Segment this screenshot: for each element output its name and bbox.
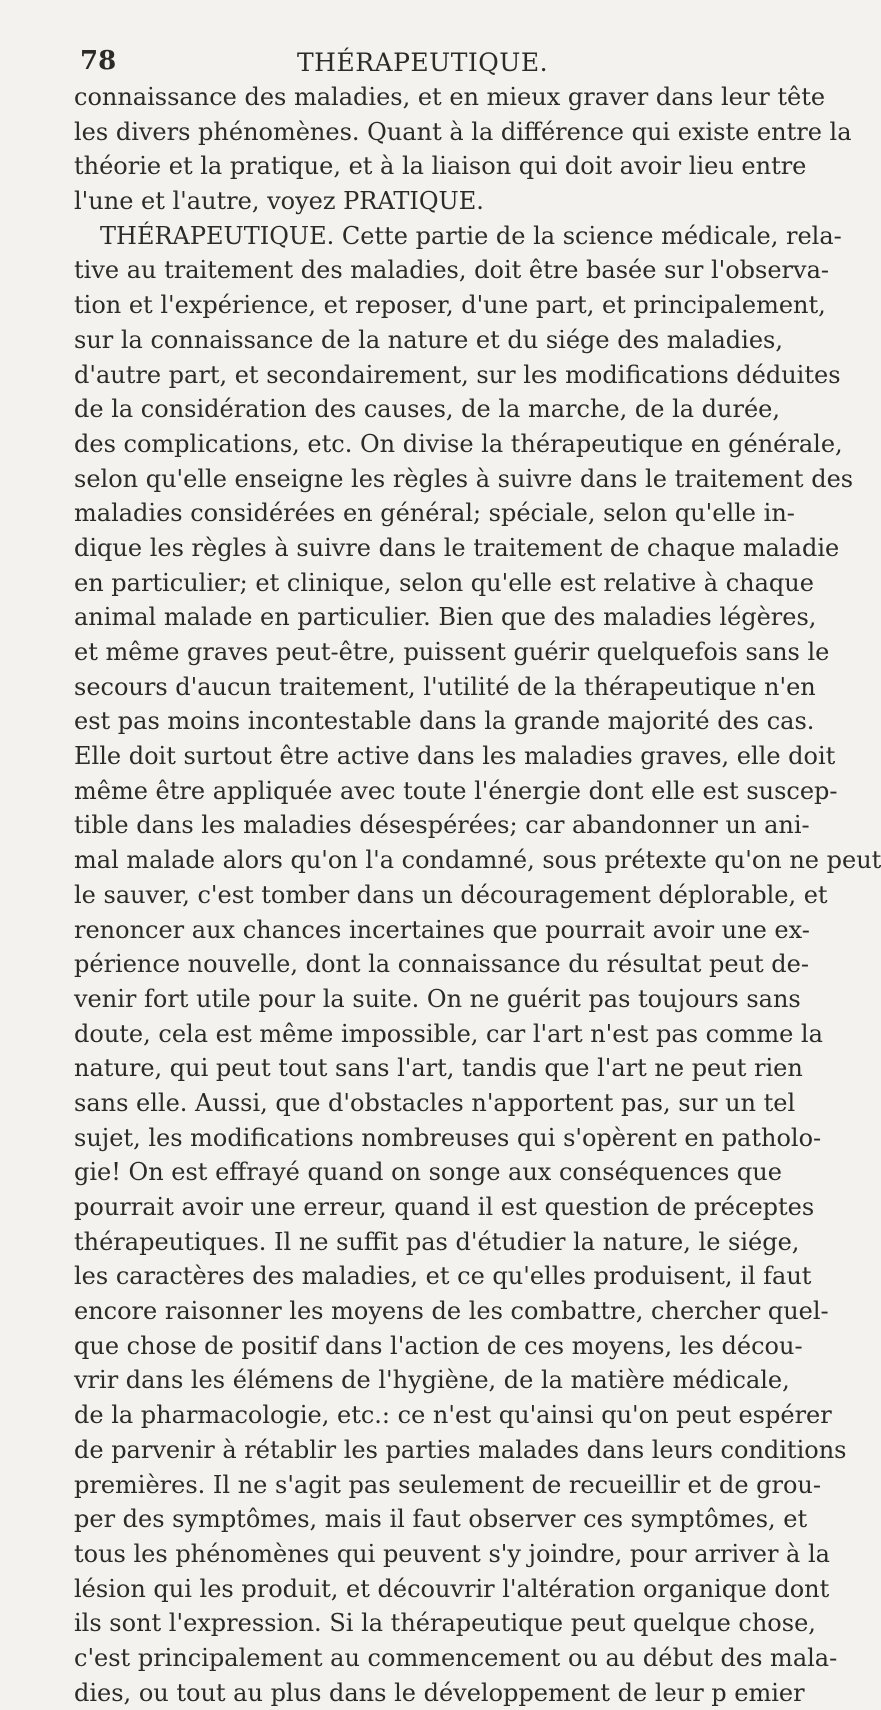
text-line: secours d'aucun traitement, l'utilité de la thérapeutique n'en [74,672,816,701]
text-line: maladies considérées en général; spéciale, selon qu'elle in- [74,499,795,528]
page-number: 78 [80,46,117,76]
text-line: ils sont l'expression. Si la thérapeutique peut quelque chose, [74,1609,816,1638]
text-line: tible dans les maladies désespérées; car abandonner un ani- [74,811,810,840]
text-line: tive au traitement des maladies, doit être basée sur l'observa- [74,256,829,285]
text-line: thérapeutiques. Il ne suffit pas d'étudier la nature, le siége, [74,1227,800,1256]
text-line: d'autre part, et secondairement, sur les modifications déduites [74,360,841,389]
text-line: le sauver, c'est tomber dans un découragement déplorable, et [74,880,828,909]
text-line: tion et l'expérience, et reposer, d'une part, et principalement, [74,291,826,320]
text-line: les caractères des maladies, et ce qu'elles produisent, il faut [74,1262,812,1291]
text-line: et même graves peut-être, puissent guérir quelquefois sans le [74,638,830,666]
text-line: animal malade en particulier. Bien que des maladies légères, [74,603,817,632]
text-line: est pas moins incontestable dans la grande majorité des cas. [74,707,815,736]
text-line: vrir dans les élémens de l'hygiène, de la matière médicale, [74,1366,790,1395]
text-line: encore raisonner les moyens de les combattre, chercher quel- [74,1297,829,1326]
text-line: THÉRAPEUTIQUE. Cette partie de la science médicale, rela- [100,221,842,250]
running-title: THÉRAPEUTIQUE. [297,48,549,77]
text-line: l'une et l'autre, voyez PRATIQUE. [74,187,484,216]
text-line: lésion qui les produit, et découvrir l'altération organique dont [74,1574,830,1603]
text-line: en particulier; et clinique, selon qu'elle est relative à chaque [74,568,814,597]
text-line: des complications, etc. On divise la thérapeutique en générale, [74,429,843,458]
text-line: les divers phénomènes. Quant à la différence qui existe entre la [74,117,852,146]
text-line: Elle doit surtout être active dans les maladies graves, elle doit [74,742,836,771]
text-line: renoncer aux chances incertaines que pourrait avoir une ex- [74,915,810,944]
text-line: de la pharmacologie, etc.: ce n'est qu'ainsi qu'on peut espérer [74,1401,832,1430]
text-line: sur la connaissance de la nature et du siége des maladies, [74,325,783,354]
text-line: dique les règles à suivre dans le traitement de chaque maladie [74,533,840,562]
text-line: selon qu'elle enseigne les règles à suivre dans le traitement des [74,464,854,493]
text-line: tous les phénomènes qui peuvent s'y joindre, pour arriver à la [74,1539,830,1568]
text-line: c'est principalement au commencement ou au début des mala- [74,1643,838,1672]
body-text [74,80,881,1710]
text-line: premières. Il ne s'agit pas seulement de recueillir et de grou- [74,1470,821,1499]
text-line: nature, qui peut tout sans l'art, tandis que l'art ne peut rien [74,1054,803,1083]
text-line: sans elle. Aussi, que d'obstacles n'apportent pas, sur un tel [74,1088,796,1117]
text-line: périence nouvelle, dont la connaissance du résultat peut de- [74,950,809,979]
text-line: gie! On est effrayé quand on songe aux conséquences que [74,1158,782,1187]
text-line: de parvenir à rétablir les parties malades dans leurs conditions [74,1435,847,1464]
text-line: sujet, les modifications nombreuses qui s'opèrent en patholo- [74,1123,822,1152]
text-line: venir fort utile pour la suite. On ne guérit pas toujours sans [74,984,801,1013]
text-line: même être appliquée avec toute l'énergie dont elle est suscep- [74,776,838,805]
text-line: per des symptômes, mais il faut observer ces symptômes, et [74,1505,808,1534]
text-line: théorie et la pratique, et à la liaison qui doit avoir lieu entre [74,152,807,181]
text-line: dies, ou tout au plus dans le développement de leur p emier [74,1678,805,1707]
text-line: connaissance des maladies, et en mieux graver dans leur tête [74,83,826,111]
page-header [74,46,750,82]
text-line: de la considération des causes, de la marche, de la durée, [74,395,781,424]
text-line: doute, cela est même impossible, car l'art n'est pas comme la [74,1019,823,1048]
text-line: que chose de positif dans l'action de ces moyens, les décou- [74,1331,803,1360]
text-line: mal malade alors qu'on l'a condamné, sous prétexte qu'on ne peut [74,846,881,875]
text-line: pourrait avoir une erreur, quand il est question de préceptes [74,1193,815,1221]
